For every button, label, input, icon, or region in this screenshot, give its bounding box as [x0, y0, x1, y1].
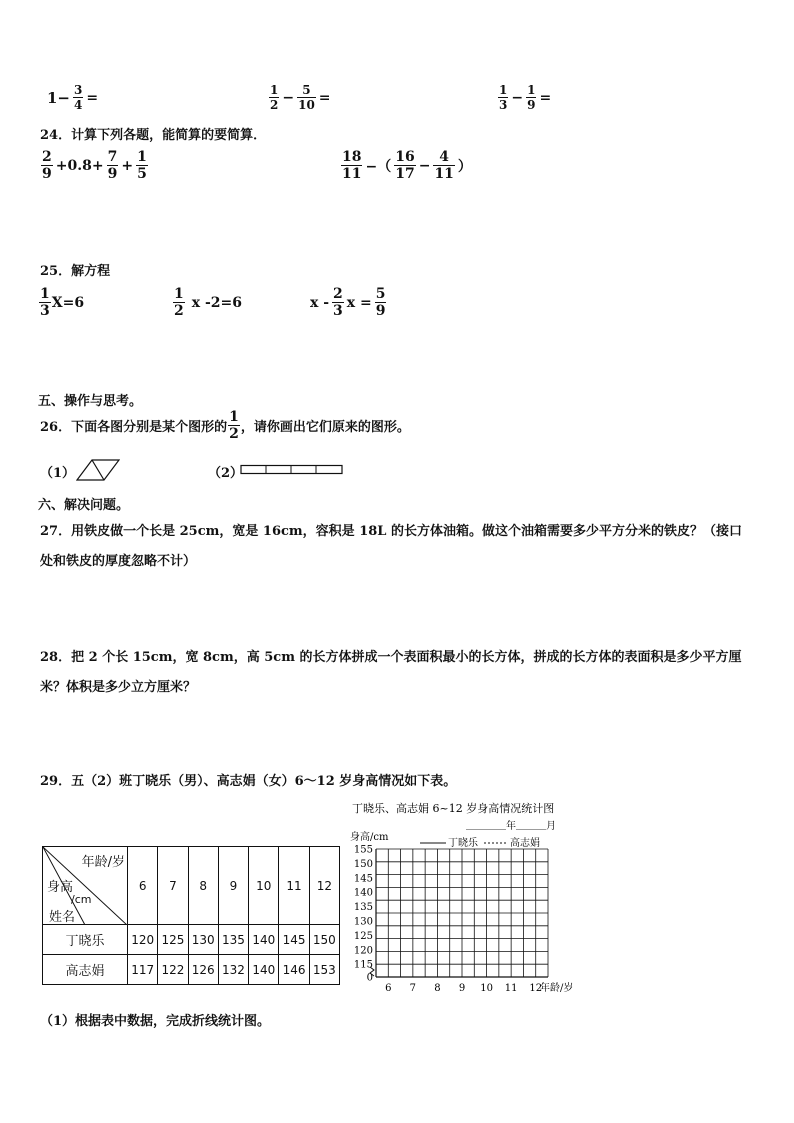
q26-post: ，请你画出它们原来的图形。 [240, 420, 410, 435]
value-cell: 130 [188, 925, 218, 955]
corner-label-name: 姓名 [49, 910, 76, 925]
q26-label-2: （2） [208, 466, 244, 481]
q26-pre: 26．下面各图分别是某个图形的 [40, 420, 228, 435]
operator: −（ [365, 158, 392, 175]
equation-1 [38, 287, 84, 318]
age-header-cell: 12 [309, 847, 339, 925]
value-cell: 125 [158, 925, 188, 955]
y-tick-label: 0 [366, 972, 373, 984]
corner-label-unit: /cm [71, 893, 92, 906]
x-tick-label: 8 [434, 983, 441, 994]
chart-x-ticks [385, 983, 542, 994]
value-cell: 140 [249, 925, 279, 955]
q26-text [40, 410, 410, 441]
expr1-lead: 1− [47, 88, 71, 107]
q29-sub-question-1: （1）根据表中数据，完成折线统计图。 [40, 1014, 271, 1029]
parallelogram-diagonal [92, 460, 104, 480]
y-tick-label: 120 [353, 945, 373, 957]
x-tick-label: 6 [385, 983, 392, 994]
fraction: $\frac{1}{2}$ [270, 83, 279, 112]
equation-3 [308, 287, 387, 318]
fraction: $\frac{5}{10}$ [298, 83, 315, 112]
y-tick-label: 140 [353, 887, 373, 899]
q29-title: 29．五（2）班丁晓乐（男）、高志娟（女）6～12 岁身高情况如下表。 [40, 774, 457, 789]
legend-label-1: 丁晓乐 [448, 838, 478, 849]
q25-title: 25．解方程 [40, 264, 111, 279]
height-table [42, 846, 340, 985]
q28-line-2: 米？体积是多少立方厘米？ [40, 680, 197, 695]
fraction: $\frac{1}{9}$ [527, 83, 536, 112]
q27-line-1: 27．用铁皮做一个长是 25cm，宽是 16cm，容积是 18L 的长方体油箱。做这个油箱需要多少平方分米的铁皮？（接口 [40, 524, 742, 539]
equation-lead: x - [310, 294, 330, 311]
chart-title: 丁晓乐、高志娟 6~12 岁身高情况统计图 [352, 802, 555, 815]
legend-label-2: 高志娟 [510, 838, 540, 849]
y-tick-label: 150 [353, 858, 373, 870]
table-row [43, 925, 340, 955]
age-header-cell: 9 [218, 847, 248, 925]
chart-y-ticks [354, 845, 373, 984]
expression-1 [45, 84, 100, 111]
y-tick-label: 125 [353, 930, 373, 942]
fraction: $\frac{1}{5}$ [137, 149, 147, 182]
name-cell: 丁晓乐 [43, 925, 128, 955]
y-tick-label: 115 [353, 959, 373, 971]
q27-line-2: 处和铁皮的厚度忽略不计） [40, 554, 197, 569]
chart-date-line: ＿＿＿＿年＿＿＿月 [466, 821, 556, 832]
operator: − [418, 157, 431, 174]
table-header-row [43, 847, 340, 925]
value-cell: 135 [218, 925, 248, 955]
age-header-cell: 10 [249, 847, 279, 925]
fraction: $\frac{16}{17}$ [395, 149, 415, 182]
corner-label-height: 身高 [47, 880, 74, 895]
fraction: $\frac{1}{3}$ [499, 83, 508, 112]
operator: + [121, 157, 134, 174]
age-header-cell: 11 [279, 847, 309, 925]
age-header-cell: 8 [188, 847, 218, 925]
x-tick-label: 7 [409, 983, 417, 994]
height-line-chart [340, 798, 600, 998]
fraction: $\frac{5}{9}$ [375, 286, 386, 319]
x-tick-label: 12 [529, 983, 543, 994]
x-tick-label: 9 [458, 983, 466, 994]
value-cell: 126 [188, 955, 218, 985]
value-cell: 140 [249, 955, 279, 985]
value-cell: 122 [158, 955, 188, 985]
value-cell: 153 [309, 955, 339, 985]
value-cell: 120 [128, 925, 158, 955]
fraction: $\frac{18}{11}$ [342, 149, 362, 182]
fraction: $\frac{2}{3}$ [333, 286, 343, 319]
age-header-cell: 7 [158, 847, 188, 925]
operator: − [282, 89, 295, 106]
age-header-cell: 6 [128, 847, 158, 925]
value-cell: 117 [128, 955, 158, 985]
table-row [43, 955, 340, 985]
value-cell: 145 [279, 925, 309, 955]
x-tick-label: 10 [480, 983, 493, 994]
q26-label-1: （1） [40, 466, 76, 481]
name-cell: 高志娟 [43, 955, 128, 985]
chart-y-label: 身高/cm [350, 832, 389, 843]
rectangle-strip-figure [240, 464, 344, 476]
operator: +0.8+ [55, 157, 104, 174]
equals: = [86, 89, 99, 106]
corner-label-age: 年龄/岁 [81, 855, 125, 870]
q24-expression-2 [340, 150, 474, 181]
value-cell: 132 [218, 955, 248, 985]
fraction: $\frac{2}{9}$ [42, 149, 52, 182]
value-cell: 146 [279, 955, 309, 985]
expression-3 [497, 84, 553, 111]
equation-2 [172, 287, 244, 318]
fraction: $\frac{1}{3}$ [40, 286, 50, 319]
expression-2 [268, 84, 333, 111]
chart-x-label: 年龄/岁 [540, 983, 574, 994]
y-tick-label: 155 [353, 844, 373, 856]
chart-grid [376, 849, 548, 977]
equation-rest: x -2=6 [191, 294, 242, 311]
x-tick-label: 11 [504, 983, 518, 994]
value-cell: 150 [309, 925, 339, 955]
equals: = [318, 89, 331, 106]
y-tick-label: 135 [353, 902, 373, 914]
fraction: $\frac{3}{4}$ [74, 83, 83, 112]
fraction: $\frac{1}{2}$ [174, 286, 184, 319]
equation-mid: x = [346, 294, 372, 311]
fraction: $\frac{4}{11}$ [434, 149, 454, 182]
q24-expression-1 [40, 150, 149, 181]
y-tick-label: 130 [353, 916, 373, 928]
q28-line-1: 28．把 2 个长 15cm，宽 8cm，高 5cm 的长方体拼成一个表面积最小的长方体，拼成的长方体的表面积是多少平方厘 [40, 650, 742, 665]
equals: = [539, 89, 552, 106]
equation-rest: X=6 [51, 294, 85, 311]
fraction: $\frac{7}{9}$ [107, 149, 118, 182]
q24-title: 24．计算下列各题，能简算的要简算． [40, 128, 267, 143]
parallelogram-figure [76, 458, 120, 482]
section-5-heading: 五、操作与思考。 [38, 394, 143, 409]
operator: ） [457, 158, 472, 175]
fraction: $\frac{1}{2}$ [229, 409, 239, 442]
table-corner-cell [43, 847, 128, 925]
y-tick-label: 145 [353, 873, 373, 885]
operator: − [511, 89, 524, 106]
section-6-heading: 六、解决问题。 [38, 498, 130, 513]
